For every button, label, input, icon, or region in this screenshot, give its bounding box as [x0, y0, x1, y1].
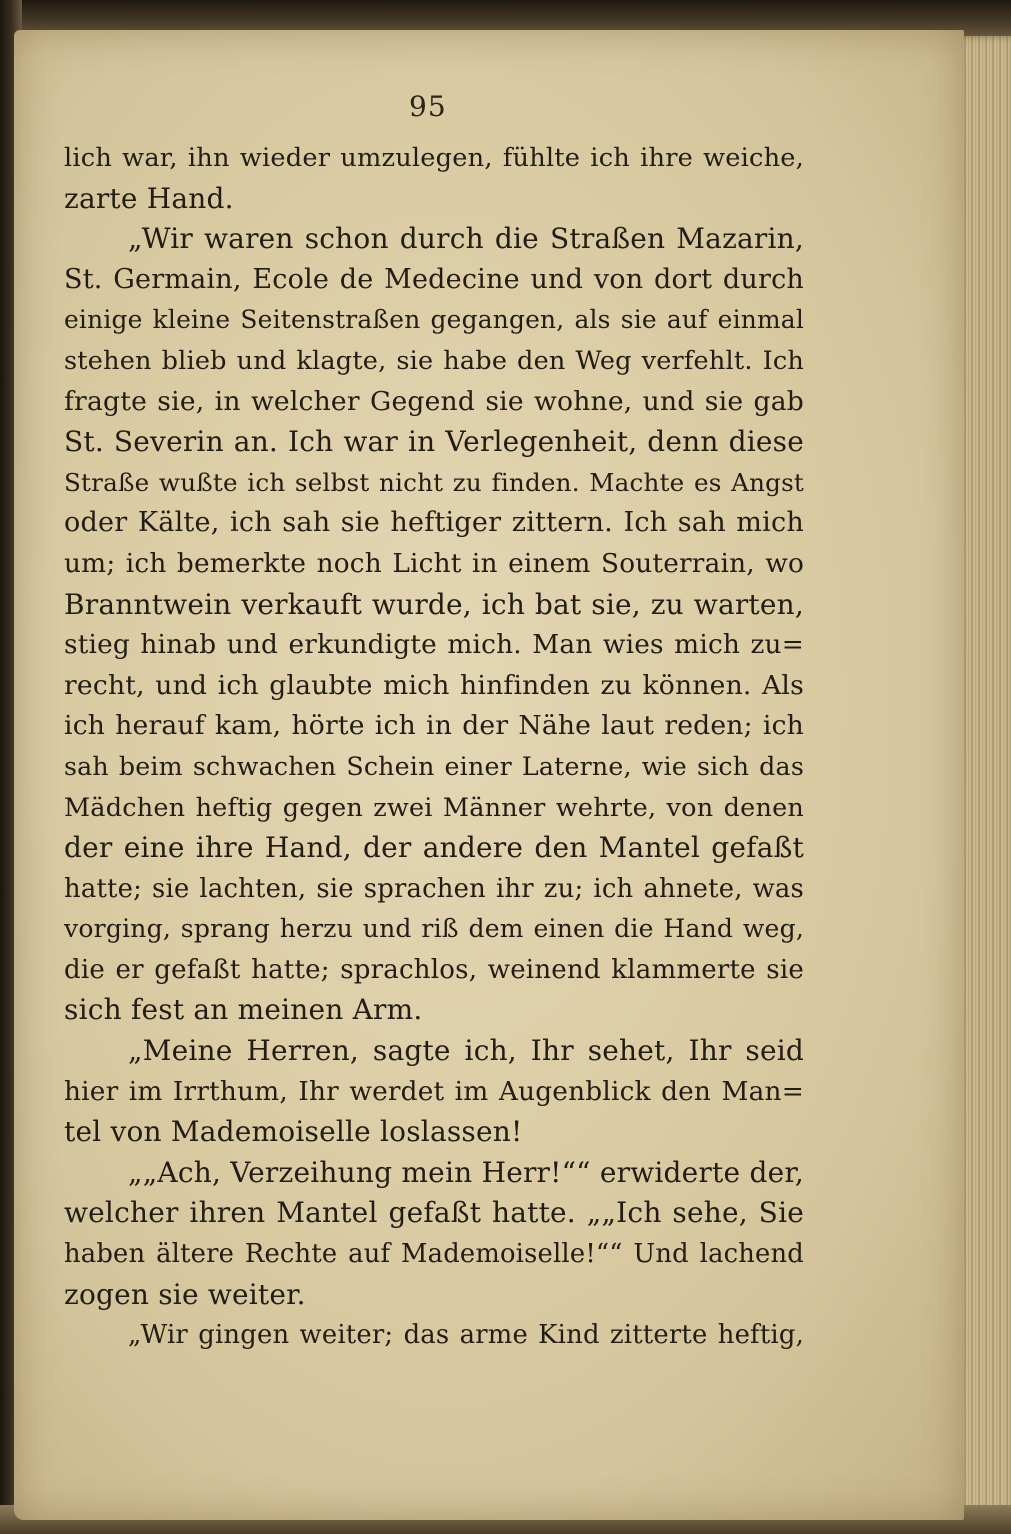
text-line: die er gefaßt hatte; sprachlos, weinend klammerte sie — [64, 954, 804, 985]
text-line: einige kleine Seitenstraßen gegangen, als sie auf einmal — [64, 305, 804, 335]
text-line: hier im Irrthum, Ihr werdet im Augenblick den Man= — [64, 1076, 804, 1107]
text-line: Branntwein verkauft wurde, ich bat sie, zu warten, — [64, 587, 804, 621]
text-line: sich fest an meinen Arm. — [64, 993, 423, 1027]
text-line: Straße wußte ich selbst nicht zu finden. Machte es Angst — [64, 467, 804, 497]
text-line: tel von Mademoiselle loslassen! — [64, 1115, 523, 1149]
text-line: „„Ach, Verzeihung mein Herr!““ erwiderte der, — [128, 1155, 804, 1189]
text-line: lich war, ihn wieder umzulegen, fühlte ich ihre weiche, — [64, 143, 804, 173]
page-number: 95 — [409, 90, 447, 123]
text-line: vorging, sprang herzu und riß dem einen die Hand weg, — [64, 914, 804, 944]
page-text — [64, 138, 804, 1356]
text-line: fragte sie, in welcher Gegend sie wohne, und sie gab — [64, 385, 804, 417]
text-line: Mädchen heftig gegen zwei Männer wehrte, von denen — [64, 792, 804, 823]
text-line: sah beim schwachen Schein einer Laterne, wie sich das — [64, 751, 804, 781]
text-line: der eine ihre Hand, der andere den Mantel gefaßt — [64, 831, 804, 865]
text-line: hatte; sie lachten, sie sprachen ihr zu; ich ahnete, was — [64, 873, 804, 904]
text-line: recht, und ich glaubte mich hinfinden zu können. Als — [64, 669, 804, 701]
text-line: zogen sie weiter. — [64, 1277, 306, 1311]
text-line: St. Severin an. Ich war in Verlegenheit, denn diese — [64, 425, 804, 459]
text-line: St. Germain, Ecole de Medecine und von dort durch — [64, 263, 804, 295]
text-line: „Wir gingen weiter; das arme Kind zitterte heftig, — [128, 1320, 804, 1351]
text-line: um; ich bemerkte noch Licht in einem Souterrain, wo — [64, 548, 804, 579]
text-line: ich herauf kam, hörte ich in der Nähe laut reden; ich — [64, 710, 804, 742]
text-line: „Meine Herren, sagte ich, Ihr sehet, Ihr seid — [128, 1034, 804, 1068]
text-line: zarte Hand. — [64, 181, 234, 215]
text-line: haben ältere Rechte auf Mademoiselle!““ Und lachend — [64, 1239, 804, 1270]
text-line: stehen blieb und klagte, sie habe den Weg verfehlt. Ich — [64, 345, 804, 376]
text-line: „Wir waren schon durch die Straßen Mazarin, — [128, 222, 804, 256]
text-line: oder Kälte, ich sah sie heftiger zittern. Ich sah mich — [64, 507, 804, 539]
text-line: welcher ihren Mantel gefaßt hatte. „„Ich sehe, Sie — [64, 1196, 804, 1230]
text-line: stieg hinab und erkundigte mich. Man wies mich zu= — [64, 630, 804, 661]
